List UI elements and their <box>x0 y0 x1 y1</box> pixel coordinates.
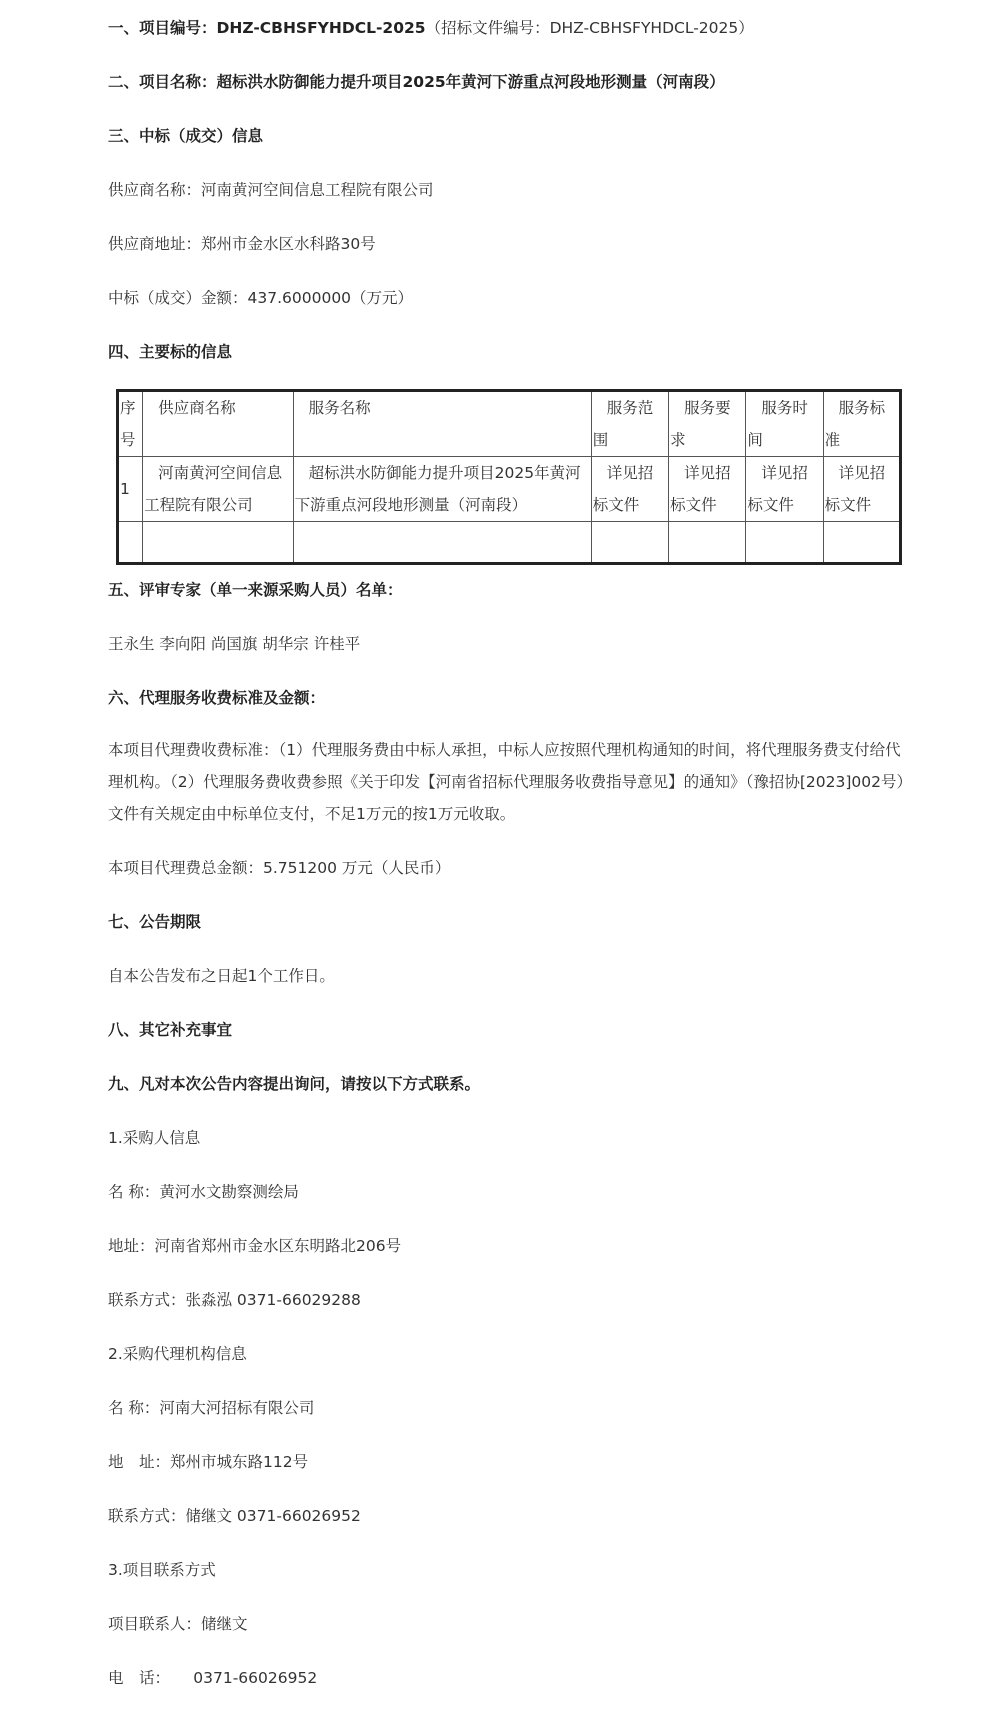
cell-time: 详见招标文件 <box>746 457 823 522</box>
purchaser-name: 名 称：黄河水文勘察测绘局 <box>108 1183 299 1201</box>
header-time: 服务时间 <box>746 391 823 457</box>
cell-service: 超标洪水防御能力提升项目2025年黄河下游重点河段地形测量（河南段） <box>293 457 591 522</box>
header-no: 序号 <box>118 391 143 457</box>
cell-requirement: 详见招标文件 <box>669 457 746 522</box>
agency-name: 名 称：河南大河招标有限公司 <box>108 1399 315 1417</box>
project-number-label: 一、项目编号： <box>108 19 217 37</box>
expert-names: 王永生 李向阳 尚国旗 胡华宗 许桂平 <box>108 635 361 653</box>
section-heading-agency-fee: 六、代理服务收费标准及金额： <box>108 689 326 707</box>
purchaser-address: 地址：河南省郑州市金水区东明路北206号 <box>108 1237 402 1255</box>
cell-no: 1 <box>118 457 143 522</box>
section-heading-supplementary: 八、其它补充事宜 <box>108 1021 233 1039</box>
header-supplier: 供应商名称 <box>143 391 294 457</box>
agency-fee-standard: 本项目代理费收费标准：（1）代理服务费由中标人承担，中标人应按照代理机构通知的时间，将代理服务费支付给代理机构。（2）代理服务费收费参照《关于印发【河南省招标代理服务收费指导意见】的通知》（豫招协[2023]002号）文件有关规定由中标单位支付，不足1万元的按1万元收取。 <box>108 741 905 823</box>
cell-scope: 详见招标文件 <box>591 457 668 522</box>
subject-info-table <box>116 389 902 565</box>
header-requirement: 服务要求 <box>669 391 746 457</box>
project-contact-person: 项目联系人：储继文 <box>108 1615 248 1633</box>
tender-doc-number: （招标文件编号：DHZ-CBHSFYHDCL-2025） <box>425 19 754 37</box>
project-number-line <box>108 18 754 38</box>
notice-period-text: 自本公告发布之日起1个工作日。 <box>108 967 335 985</box>
header-scope: 服务范围 <box>591 391 668 457</box>
table-row <box>118 457 901 522</box>
project-name-line <box>108 72 725 92</box>
agency-info-title: 2.采购代理机构信息 <box>108 1345 247 1363</box>
purchaser-info-title: 1.采购人信息 <box>108 1129 201 1147</box>
table-row-empty <box>118 522 901 564</box>
section-heading-subject: 四、主要标的信息 <box>108 343 233 361</box>
section-heading-notice-period: 七、公告期限 <box>108 913 202 931</box>
section-heading-contact: 九、凡对本次公告内容提出询问，请按以下方式联系。 <box>108 1075 481 1093</box>
agency-address: 地 址：郑州市城东路112号 <box>108 1453 309 1471</box>
header-service: 服务名称 <box>293 391 591 457</box>
cell-standard: 详见招标文件 <box>823 457 900 522</box>
project-contact-phone: 电 话： 0371-66026952 <box>108 1669 318 1687</box>
project-number-value: DHZ-CBHSFYHDCL-2025 <box>216 19 426 37</box>
agency-fee-total: 本项目代理费总金额：5.751200 万元（人民币） <box>108 859 451 877</box>
header-standard: 服务标准 <box>823 391 900 457</box>
supplier-name: 供应商名称：河南黄河空间信息工程院有限公司 <box>108 181 434 199</box>
project-name-label: 二、项目名称： <box>108 73 217 91</box>
purchaser-contact: 联系方式：张淼泓 0371-66029288 <box>108 1291 361 1309</box>
section-heading-experts: 五、评审专家（单一来源采购人员）名单： <box>108 581 403 599</box>
project-contact-title: 3.项目联系方式 <box>108 1561 216 1579</box>
section-heading-award: 三、中标（成交）信息 <box>108 127 264 145</box>
project-name-value: 超标洪水防御能力提升项目2025年黄河下游重点河段地形测量（河南段） <box>216 73 725 91</box>
award-amount: 中标（成交）金额：437.6000000（万元） <box>108 289 414 307</box>
cell-supplier: 河南黄河空间信息工程院有限公司 <box>143 457 294 522</box>
table-header-row <box>118 391 901 457</box>
agency-contact: 联系方式：储继文 0371-66026952 <box>108 1507 361 1525</box>
supplier-address: 供应商地址：郑州市金水区水科路30号 <box>108 235 376 253</box>
